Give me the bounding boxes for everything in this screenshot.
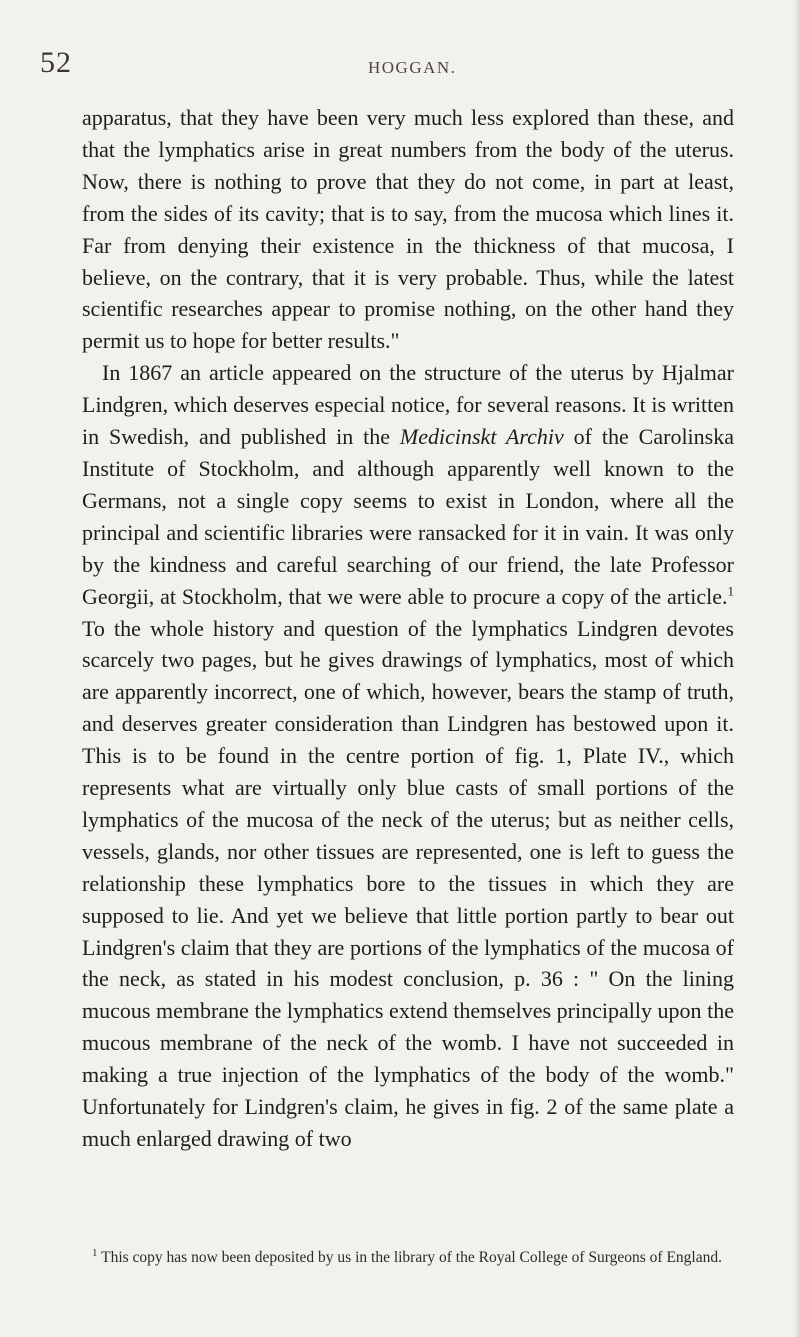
paragraph-2 [82,357,734,1155]
running-head: HOGGAN. [368,58,457,77]
journal-title: Medicinskt Archiv [399,424,564,450]
footnote-mark: 1 [92,1246,98,1259]
page-number: 52 [40,46,72,79]
page-edge-shadow [794,0,800,1337]
paragraph-2-text-b: of the Carolinska Institute of Stockholm, and although apparently well known to the Germans, not a single copy seems to exist in London, where all the principal and scientific libraries were ransacked for it in vain. It was only by the kindness and careful searching of our friend, the late Professor Georgii, at Stockholm, that we were able to procure a copy of the article. [82,424,734,609]
footnote-text: This copy has now been deposited by us in the library of the Royal College of Surgeons of England. [97,1249,722,1266]
footnote [82,1247,734,1269]
footnote-reference: 1 [727,583,734,599]
paragraph-2-text-c: To the whole history and question of the lymphatics Lindgren devotes scarcely two pages, but he gives drawings of lymphatics, most of which are apparently incorrect, one of which, however, bears the stamp of truth, and deserves greater consideration than Lindgren has bestowed upon it. This is to be found in the centre portion of fig. 1, Plate IV., which represents what are virtually only blue casts of small portions of the lymphatics of the mucosa of the neck of the uterus; but as neither cells, vessels, glands, nor other tissues are represented, one is left to guess the relationship these lymphatics bore to the tissues in which they are supposed to lie. And yet we believe that little portion partly to bear out Lindgren's claim that they are portions of the lymphatics of the mucosa of the neck, as stated in his modest conclusion, p. 36 : " On the lining mucous membrane the lymphatics extend themselves principally upon the mucous membrane of the neck of the womb. I have not succeeded in making a true injection of the lymphatics of the body of the womb." Unfortunately for Lindgren's claim, he gives in fig. 2 of the same plate a much enlarged drawing of two [82,615,734,1151]
paragraph-1: apparatus, that they have been very much less explored than these, and that the lymphatics arise in great numbers from the body of the uterus. Now, there is nothing to prove that they do not come, in part at least, from the sides of its cavity; that is to say, from the mucosa which lines it. Far from denying their existence in the thickness of that mucosa, I believe, on the contrary, that it is very probable. Thus, while the latest scientific researches appear to promise nothing, on the other hand they permit us to hope for better results." [82,105,734,354]
paragraph-2-text-a: In 1867 an article appeared on the structure of the uterus by Hjalmar Lindgren, which deserves especial notice, for several reasons. It is written in Swedish, and published in the [82,360,734,450]
body-text [82,102,734,1155]
